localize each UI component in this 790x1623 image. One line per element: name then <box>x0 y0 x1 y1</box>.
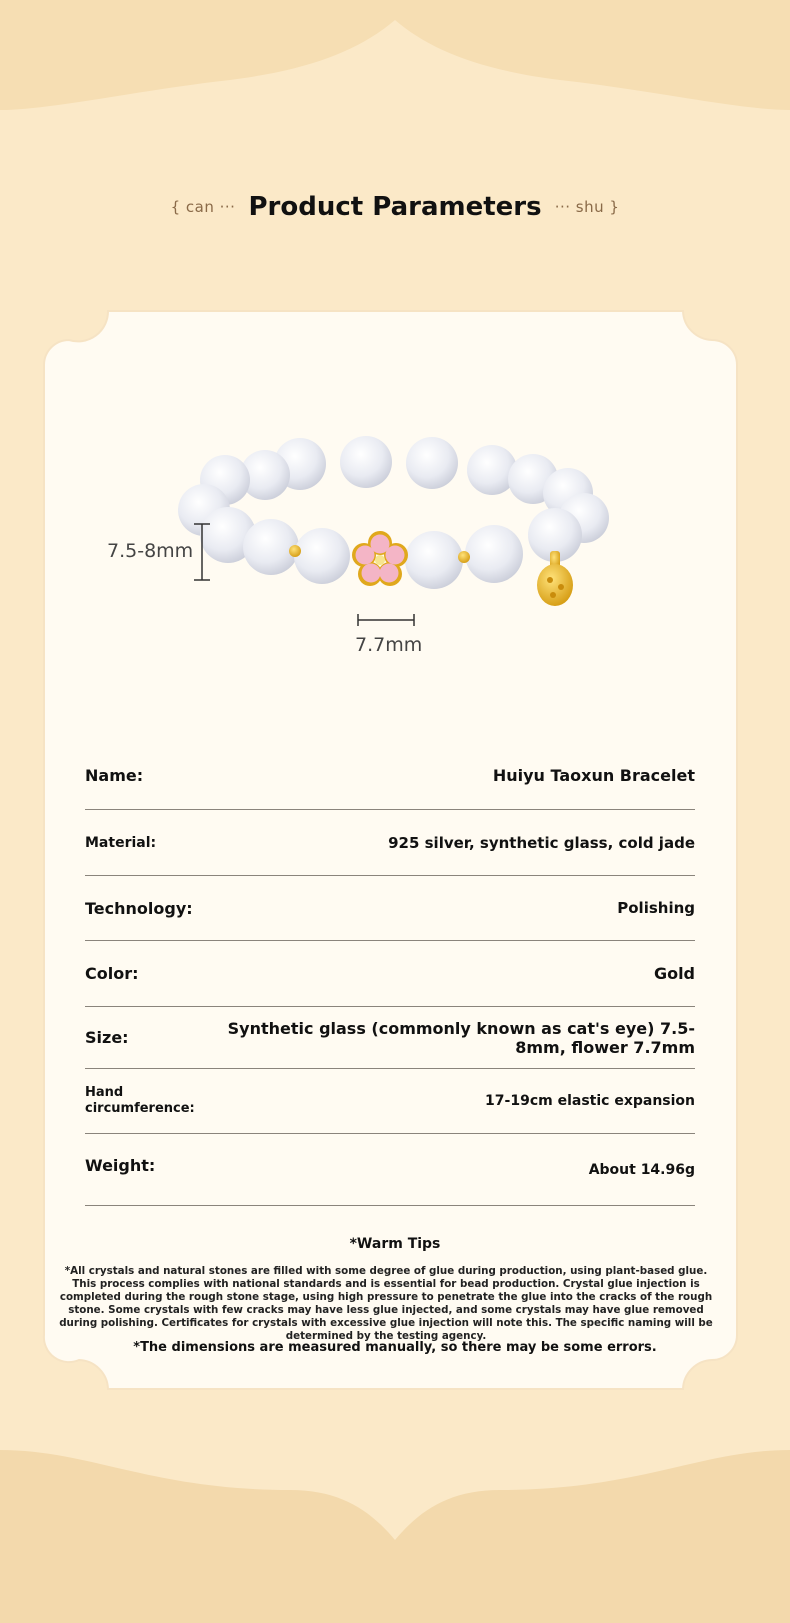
param-value: Huiyu Taoxun Bracelet <box>492 766 695 785</box>
param-row-hand-circumference <box>85 1069 695 1134</box>
dimension-vertical-label: 7.5-8mm <box>107 540 194 562</box>
parameters-table <box>85 748 695 1206</box>
dimension-vertical-mark <box>190 520 220 584</box>
param-row-color <box>85 941 695 1007</box>
warm-tips-body: *All crystals and natural stones are filled with some degree of glue during production, using plant-based glue. This process complies with national standards and is essential for bead production. Crystal glue injection is completed during the rough stone stage, using high pressure to penetrate the glue into the cracks of the rough stone. Some crystals with few cracks may have less glue injected, and some crystals may have glue removed during polishing. Certificates for crystals with excessive glue injection will note this. The specific naming will be determined by the testing agency. <box>59 1265 713 1342</box>
param-label: Weight: <box>85 1156 156 1175</box>
param-value: Polishing <box>617 899 695 917</box>
flower-charm <box>352 531 408 586</box>
gold-pendant <box>537 551 573 606</box>
warm-tips-title: *Warm Tips <box>349 1236 441 1252</box>
header-deco-right: ··· shu } <box>554 198 620 216</box>
param-value: About 14.96g <box>588 1162 695 1178</box>
param-label: Hand circumference: <box>85 1085 195 1116</box>
param-row-material <box>85 810 695 876</box>
param-label: Material: <box>85 834 157 851</box>
param-value: Gold <box>653 964 695 983</box>
dimension-horizontal-mark <box>355 612 417 628</box>
dimensions-note: *The dimensions are measured manually, so there may be some errors. <box>133 1340 657 1355</box>
param-value: 925 silver, synthetic glass, cold jade <box>388 833 695 852</box>
param-row-weight <box>85 1134 695 1206</box>
param-value: 17-19cm elastic expansion <box>485 1093 695 1109</box>
param-label: Technology: <box>85 898 193 918</box>
page-title: Product Parameters <box>248 192 542 222</box>
param-row-name <box>85 748 695 810</box>
param-label: Name: <box>85 766 144 785</box>
dimension-horizontal-label: 7.7mm <box>355 634 423 656</box>
param-label: Size: <box>85 1028 129 1047</box>
header-deco-left: { can ··· <box>170 198 236 216</box>
param-value: Synthetic glass (commonly known as cat's eye) 7.5-8mm, flower 7.7mm <box>227 1018 695 1057</box>
param-row-size <box>85 1007 695 1069</box>
param-row-technology <box>85 876 695 941</box>
param-label: Color: <box>85 964 139 983</box>
